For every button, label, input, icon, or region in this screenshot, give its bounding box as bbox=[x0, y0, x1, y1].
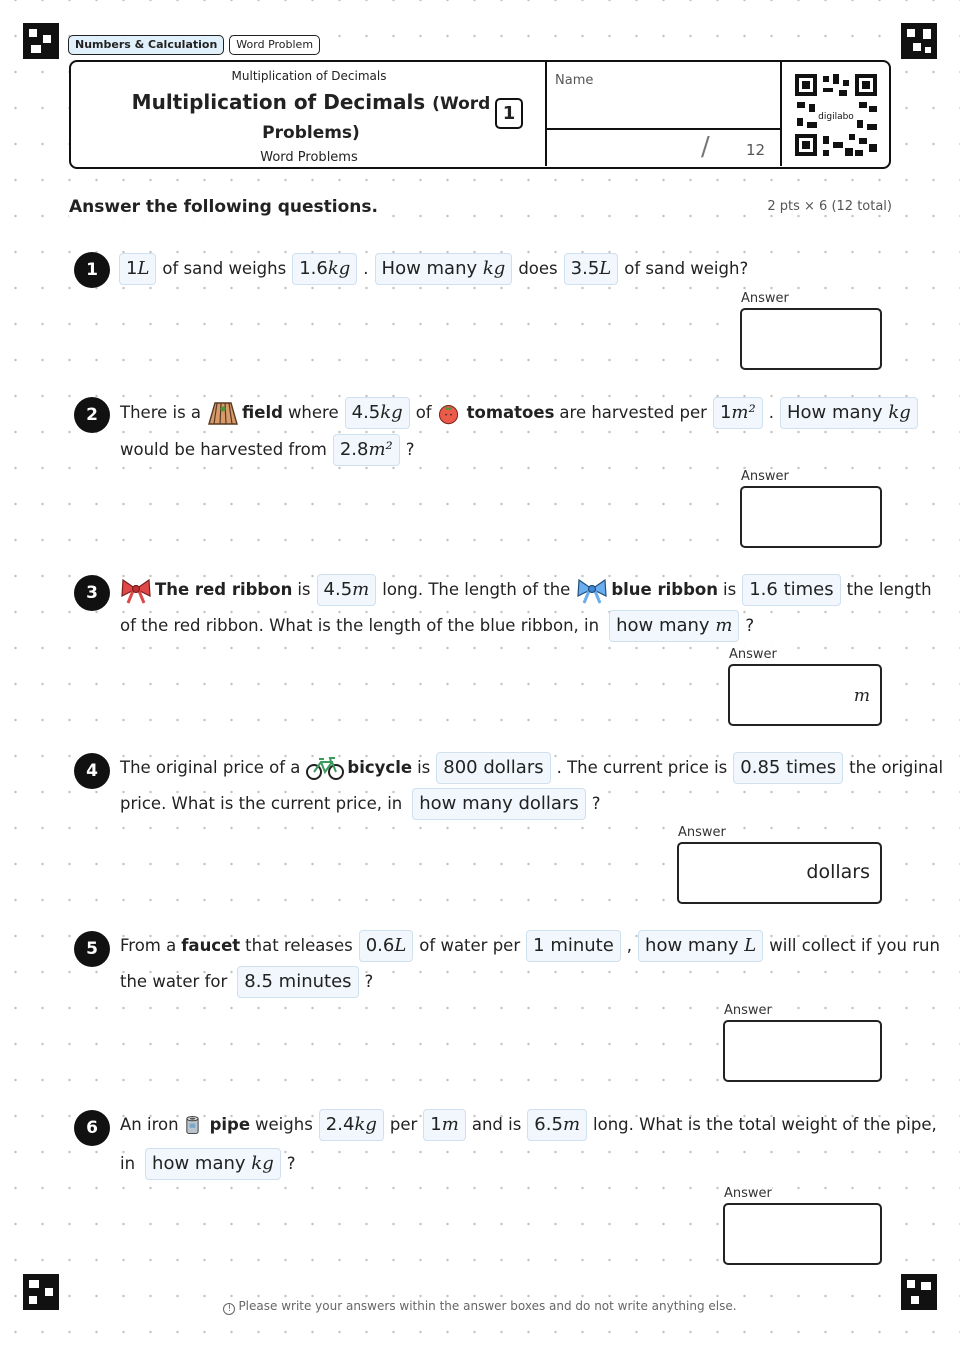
question-3-line-1: The red ribbon is 4.5m long. The length of the blue ribbon is 1.6 times the length bbox=[119, 572, 933, 608]
question-6-line-1: An iron pipe weighs 2.4kg per 1m and is 6.5m long. What is the total weight of the pipe, bbox=[119, 1107, 938, 1143]
value-chip: 4.5m bbox=[317, 574, 377, 606]
instruction-text: Answer the following questions. bbox=[69, 197, 378, 217]
divider bbox=[545, 128, 781, 130]
question-number-1: 1 bbox=[74, 252, 110, 288]
answer-label: Answer bbox=[741, 469, 789, 484]
value-chip: 800 dollars bbox=[436, 752, 550, 784]
score-slash: / bbox=[701, 132, 710, 162]
question-4-line-2: price. What is the current price, in how many dollars ? bbox=[119, 786, 602, 822]
value-chip: 4.5kg bbox=[345, 397, 410, 429]
qr-code-icon bbox=[793, 72, 879, 158]
answer-box-4[interactable] bbox=[677, 842, 882, 904]
category-tags bbox=[68, 35, 320, 55]
corner-marker-top-right bbox=[901, 23, 937, 59]
red-ribbon-icon bbox=[119, 576, 153, 604]
value-chip: 1 minute bbox=[526, 930, 621, 962]
page-title bbox=[111, 89, 511, 147]
field-icon bbox=[206, 399, 240, 427]
divider bbox=[780, 62, 782, 166]
bicycle-icon bbox=[305, 754, 345, 782]
title-paren: (Word Problems) bbox=[262, 94, 491, 143]
question-4-line-1: The original price of a bicycle is 800 dollars . The current price is 0.85 times the original bbox=[119, 750, 944, 786]
header-subtitle-top: Multiplication of Decimals bbox=[231, 69, 387, 83]
question-1-line-1: 1L of sand weighs 1.6kg . How many kg does 3.5L of sand weigh? bbox=[119, 251, 749, 287]
question-number-6: 6 bbox=[74, 1110, 110, 1146]
question-2-line-2: would be harvested from 2.8m² ? bbox=[119, 432, 416, 468]
name-field-label: Name bbox=[555, 73, 594, 88]
answer-box-2[interactable] bbox=[740, 486, 882, 548]
question-chip: how many L bbox=[638, 930, 763, 962]
tag-type: Word Problem bbox=[229, 35, 320, 55]
value-chip: 3.5L bbox=[564, 253, 619, 285]
value-chip: 1m bbox=[423, 1109, 466, 1141]
answer-box-1[interactable] bbox=[740, 308, 882, 370]
question-number-2: 2 bbox=[74, 397, 110, 433]
points-info: 2 pts × 6 (12 total) bbox=[767, 199, 892, 214]
value-chip: 8.5 minutes bbox=[237, 966, 358, 998]
question-chip: how many m bbox=[609, 610, 739, 642]
tomato-icon bbox=[437, 399, 465, 427]
question-5-line-1: From a faucet that releases 0.6L of water per 1 minute , how many L will collect if you run bbox=[119, 928, 941, 964]
answer-box-3[interactable] bbox=[728, 664, 882, 726]
value-chip: 1m² bbox=[713, 397, 763, 429]
header-subtitle-bottom: Word Problems bbox=[260, 150, 358, 165]
footer-note bbox=[0, 1299, 960, 1315]
answer-box-5[interactable] bbox=[723, 1020, 882, 1082]
answer-label: Answer bbox=[678, 825, 726, 840]
footer-text: Please write your answers within the answer boxes and do not write anything else. bbox=[238, 1299, 737, 1313]
value-chip: 2.4kg bbox=[319, 1109, 384, 1141]
question-chip: how many dollars bbox=[412, 788, 585, 820]
tag-category: Numbers & Calculation bbox=[68, 35, 224, 55]
title-text: Multiplication of Decimals bbox=[131, 90, 426, 114]
blue-ribbon-icon bbox=[575, 576, 609, 604]
corner-marker-top-left bbox=[23, 23, 59, 59]
sheet-number-badge: 1 bbox=[495, 98, 523, 129]
pipe-icon bbox=[184, 1111, 208, 1139]
value-chip: 0.6L bbox=[359, 930, 414, 962]
value-chip: 6.5m bbox=[527, 1109, 587, 1141]
value-chip: 2.8m² bbox=[333, 434, 400, 466]
answer-unit: m bbox=[853, 686, 870, 706]
svg-text:digilabo: digilabo bbox=[818, 112, 854, 122]
question-number-3: 3 bbox=[74, 575, 110, 611]
question-3-line-2: of the red ribbon. What is the length of the blue ribbon, in how many m ? bbox=[119, 608, 755, 644]
question-chip: how many kg bbox=[145, 1148, 281, 1180]
question-5-line-2: the water for 8.5 minutes ? bbox=[119, 964, 374, 1000]
answer-label: Answer bbox=[741, 291, 789, 306]
worksheet-header bbox=[69, 60, 891, 169]
question-chip: How many kg bbox=[780, 397, 918, 429]
question-6-line-2: in how many kg ? bbox=[119, 1146, 296, 1182]
divider bbox=[545, 62, 547, 166]
answer-unit: dollars bbox=[806, 861, 870, 883]
answer-box-6[interactable] bbox=[723, 1203, 882, 1265]
info-icon: ! bbox=[223, 1303, 235, 1315]
answer-label: Answer bbox=[724, 1186, 772, 1201]
answer-label: Answer bbox=[729, 647, 777, 662]
value-chip: 0.85 times bbox=[733, 752, 843, 784]
answer-label: Answer bbox=[724, 1003, 772, 1018]
value-chip: 1L bbox=[119, 253, 156, 285]
question-number-4: 4 bbox=[74, 753, 110, 789]
question-chip: How many kg bbox=[375, 253, 513, 285]
question-2-line-1: There is a field where 4.5kg of tomatoes are harvested per 1m² . How many kg bbox=[119, 395, 923, 431]
value-chip: 1.6 times bbox=[742, 574, 840, 606]
question-number-5: 5 bbox=[74, 931, 110, 967]
value-chip: 1.6kg bbox=[292, 253, 357, 285]
score-total: 12 bbox=[746, 141, 766, 159]
